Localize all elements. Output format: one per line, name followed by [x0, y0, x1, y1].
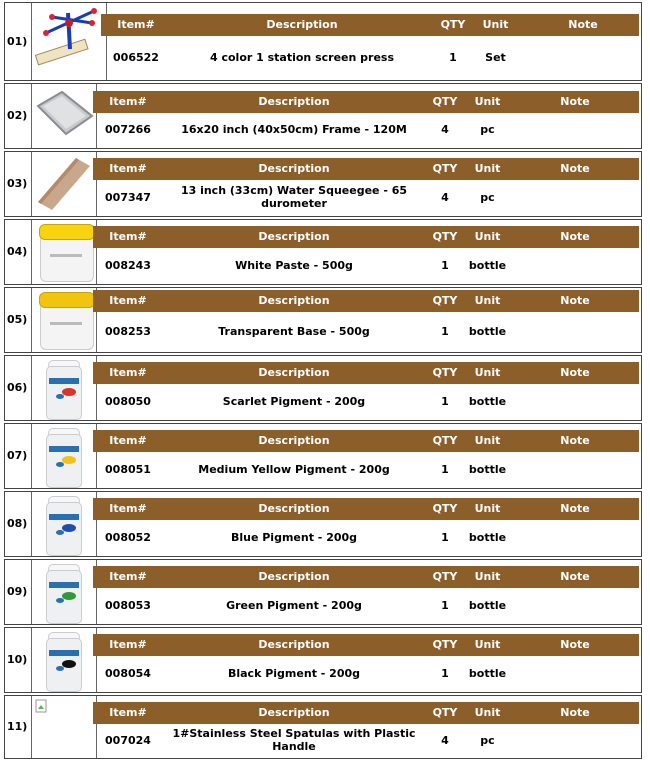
- pigment-bottle-image: [46, 428, 82, 486]
- item-table: [93, 91, 639, 146]
- header-unit: Unit: [474, 638, 501, 651]
- row-number: 10): [7, 653, 28, 666]
- item-table: [93, 226, 639, 282]
- product-image: [31, 356, 97, 420]
- table-values: [101, 36, 639, 78]
- product-image: [31, 3, 107, 80]
- table-header: [93, 430, 639, 452]
- cell-description: White Paste - 500g: [235, 258, 353, 272]
- header-note: Note: [560, 230, 590, 243]
- header-unit: Unit: [474, 294, 501, 307]
- item-table: [93, 498, 639, 554]
- cell-unit: pc: [480, 123, 495, 136]
- header-qty: QTY: [432, 706, 458, 719]
- row-number: 07): [7, 449, 28, 462]
- header-description: Description: [258, 230, 330, 243]
- table-header: [93, 362, 639, 384]
- table-values: [93, 520, 639, 554]
- item-table: [93, 290, 639, 350]
- header-description: Description: [258, 706, 330, 719]
- table-values: [93, 724, 639, 756]
- header-note: Note: [560, 95, 590, 108]
- header-unit: Unit: [474, 502, 501, 515]
- cell-description: 4 color 1 station screen press: [209, 50, 395, 64]
- cell-note: [510, 724, 640, 756]
- header-description: Description: [258, 638, 330, 651]
- header-note: Note: [560, 502, 590, 515]
- header-item: Item#: [109, 434, 147, 447]
- row-number: 09): [7, 585, 28, 598]
- header-description: Description: [266, 18, 338, 31]
- cell-item: 008050: [105, 394, 151, 408]
- table-row: [4, 355, 642, 421]
- header-item: Item#: [109, 502, 147, 515]
- cell-unit: bottle: [468, 258, 507, 272]
- screen-press-image: [32, 3, 106, 80]
- table-values: [93, 452, 639, 486]
- table-values: [93, 248, 639, 282]
- cell-description: 16x20 inch (40x50cm) Frame - 120M: [181, 123, 407, 136]
- cell-item: 006522: [113, 50, 159, 64]
- header-unit: Unit: [482, 18, 509, 31]
- row-number: 05): [7, 313, 28, 326]
- header-qty: QTY: [432, 570, 458, 583]
- cell-qty: 1: [441, 598, 449, 612]
- table-row: [4, 287, 642, 353]
- row-number: 04): [7, 245, 28, 258]
- header-unit: Unit: [474, 706, 501, 719]
- cell-unit: bottle: [468, 666, 507, 680]
- cell-note: [510, 180, 640, 214]
- cell-item: 008052: [105, 530, 151, 544]
- header-unit: Unit: [474, 434, 501, 447]
- cell-note: [510, 248, 640, 282]
- cell-qty: 4: [441, 123, 449, 136]
- cell-item: 008253: [105, 324, 151, 338]
- cell-item: 007024: [105, 733, 151, 747]
- frame-image: [32, 84, 96, 148]
- table-values: [93, 312, 639, 350]
- header-note: Note: [560, 706, 590, 719]
- header-item: Item#: [109, 230, 147, 243]
- header-qty: QTY: [440, 18, 466, 31]
- table-row: [4, 627, 642, 693]
- pigment-bottle-image: [46, 632, 82, 690]
- cell-item: 008053: [105, 598, 151, 612]
- header-description: Description: [258, 502, 330, 515]
- cell-description: Blue Pigment - 200g: [230, 530, 358, 544]
- cell-qty: 1: [441, 530, 449, 544]
- cell-description: 1#Stainless Steel Spatulas with Plastic Handle: [172, 727, 416, 753]
- cell-qty: 1: [441, 258, 449, 272]
- cell-note: [510, 384, 640, 418]
- table-row: [4, 219, 642, 285]
- cell-qty: 1: [441, 462, 449, 476]
- cell-item: 007347: [105, 190, 151, 204]
- table-row: [4, 559, 642, 625]
- header-item: Item#: [109, 706, 147, 719]
- pigment-bottle-image: [46, 496, 82, 554]
- cell-unit: pc: [480, 733, 495, 747]
- header-note: Note: [560, 570, 590, 583]
- row-number: 01): [7, 34, 28, 48]
- cell-qty: 1: [441, 394, 449, 408]
- item-table: [93, 566, 639, 622]
- product-image: [31, 492, 97, 556]
- table-row: [4, 695, 642, 759]
- table-row: [4, 151, 642, 217]
- header-qty: QTY: [432, 294, 458, 307]
- table-header: [93, 566, 639, 588]
- item-table: [93, 430, 639, 486]
- table-row: [4, 423, 642, 489]
- header-qty: QTY: [432, 95, 458, 108]
- cell-qty: 1: [449, 50, 457, 64]
- item-table: [101, 14, 639, 78]
- cell-item: 008054: [105, 666, 151, 680]
- table-values: [93, 588, 639, 622]
- cell-unit: pc: [480, 190, 495, 204]
- header-qty: QTY: [432, 434, 458, 447]
- cell-unit: bottle: [468, 394, 507, 408]
- jar-image: [40, 224, 92, 280]
- header-qty: QTY: [432, 230, 458, 243]
- header-qty: QTY: [432, 638, 458, 651]
- item-table: [93, 702, 639, 756]
- header-description: Description: [258, 570, 330, 583]
- header-description: Description: [258, 294, 330, 307]
- cell-unit: Set: [485, 50, 506, 64]
- item-table: [93, 158, 639, 214]
- cell-unit: bottle: [468, 462, 507, 476]
- header-note: Note: [560, 434, 590, 447]
- jar-image: [40, 292, 92, 348]
- product-image: [31, 220, 97, 284]
- cell-description: Scarlet Pigment - 200g: [222, 394, 366, 408]
- item-table: [93, 362, 639, 418]
- header-item: Item#: [117, 18, 155, 31]
- table-values: [93, 384, 639, 418]
- table-header: [93, 290, 639, 312]
- product-image: [31, 84, 97, 148]
- cell-note: [510, 452, 640, 486]
- product-image: [31, 288, 97, 352]
- table-row: [4, 2, 642, 81]
- header-qty: QTY: [432, 366, 458, 379]
- header-unit: Unit: [474, 162, 501, 175]
- header-note: Note: [560, 638, 590, 651]
- cell-description: Medium Yellow Pigment - 200g: [198, 462, 390, 476]
- table-row: [4, 491, 642, 557]
- cell-note: [510, 656, 640, 690]
- header-description: Description: [258, 95, 330, 108]
- header-description: Description: [258, 434, 330, 447]
- header-note: Note: [560, 162, 590, 175]
- table-header: [93, 634, 639, 656]
- header-item: Item#: [109, 570, 147, 583]
- table-header: [93, 91, 639, 113]
- table-values: [93, 113, 639, 146]
- cell-description: Transparent Base - 500g: [218, 324, 370, 338]
- cell-item: 007266: [105, 123, 151, 136]
- row-number: 06): [7, 381, 28, 394]
- product-image: [31, 628, 97, 692]
- header-description: Description: [258, 366, 330, 379]
- table-row: [4, 83, 642, 149]
- product-image: [31, 424, 97, 488]
- item-table: [93, 634, 639, 690]
- header-note: Note: [560, 294, 590, 307]
- pigment-bottle-image: [46, 564, 82, 622]
- cell-note: [518, 36, 648, 78]
- product-image: [31, 560, 97, 624]
- header-unit: Unit: [474, 570, 501, 583]
- header-item: Item#: [109, 638, 147, 651]
- cell-qty: 1: [441, 324, 449, 338]
- cell-item: 008051: [105, 462, 151, 476]
- table-header: [93, 498, 639, 520]
- cell-note: [510, 312, 640, 350]
- broken-image-icon: [32, 696, 96, 758]
- cell-note: [510, 520, 640, 554]
- header-note: Note: [568, 18, 598, 31]
- table-header: [101, 14, 639, 36]
- header-qty: QTY: [432, 162, 458, 175]
- table-values: [93, 180, 639, 214]
- header-description: Description: [258, 162, 330, 175]
- cell-description: 13 inch (33cm) Water Squeegee - 65 durometer: [180, 184, 408, 210]
- squeegee-image: [32, 152, 96, 216]
- table-header: [93, 702, 639, 724]
- cell-note: [510, 588, 640, 622]
- header-item: Item#: [109, 162, 147, 175]
- pigment-bottle-image: [46, 360, 82, 418]
- table-header: [93, 226, 639, 248]
- cell-unit: bottle: [468, 598, 507, 612]
- cell-qty: 4: [441, 733, 449, 747]
- table-values: [93, 656, 639, 690]
- product-image: [31, 152, 97, 216]
- cell-qty: 1: [441, 666, 449, 680]
- header-unit: Unit: [474, 230, 501, 243]
- header-qty: QTY: [432, 502, 458, 515]
- header-item: Item#: [109, 366, 147, 379]
- row-number: 11): [7, 720, 28, 733]
- row-number: 02): [7, 109, 28, 122]
- row-number: 03): [7, 177, 28, 190]
- header-item: Item#: [109, 294, 147, 307]
- cell-unit: bottle: [468, 530, 507, 544]
- cell-description: Green Pigment - 200g: [226, 598, 362, 612]
- cell-item: 008243: [105, 258, 151, 272]
- cell-note: [510, 113, 640, 146]
- row-number: 08): [7, 517, 28, 530]
- header-unit: Unit: [474, 95, 501, 108]
- cell-unit: bottle: [468, 324, 507, 338]
- cell-qty: 4: [441, 190, 449, 204]
- header-item: Item#: [109, 95, 147, 108]
- cell-description: Black Pigment - 200g: [227, 666, 361, 680]
- table-header: [93, 158, 639, 180]
- header-unit: Unit: [474, 366, 501, 379]
- header-note: Note: [560, 366, 590, 379]
- product-image: [31, 696, 97, 758]
